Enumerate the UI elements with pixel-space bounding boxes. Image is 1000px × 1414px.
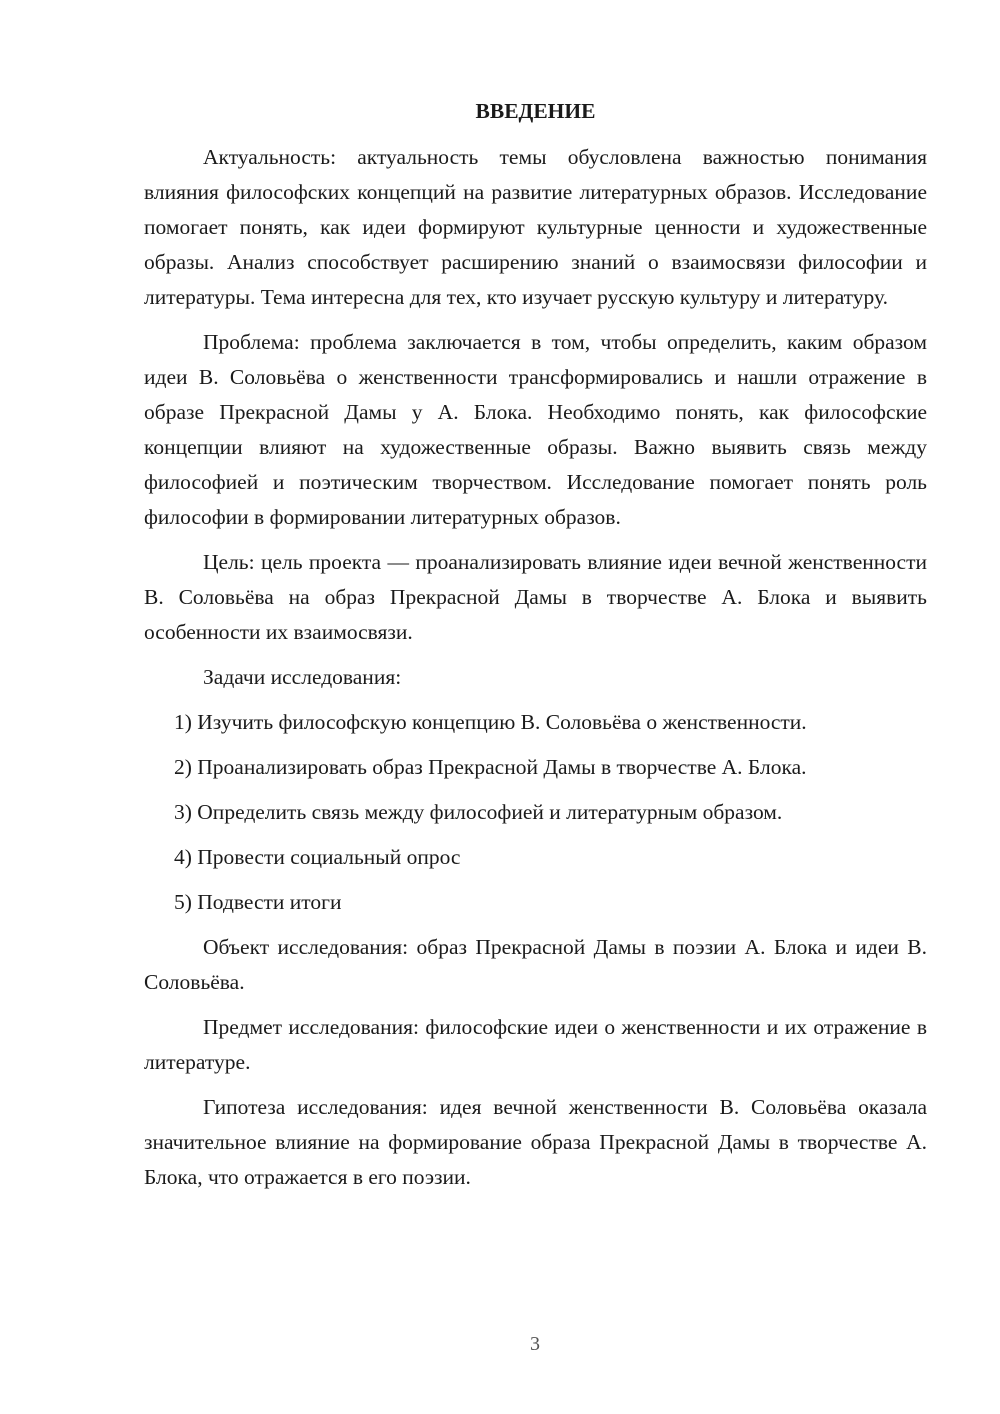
tasks-list	[144, 705, 927, 920]
task-item-4: 4) Провести социальный опрос	[174, 845, 461, 869]
tasks-heading: Задачи исследования:	[203, 665, 402, 689]
paragraph-goal: Цель: цель проекта — проанализировать влияние идеи вечной женственности В. Соловьёва на образ Прекрасной Дамы в творчестве А. Блока и выявить особенности их взаимосвязи.	[144, 550, 927, 644]
task-item-3: 3) Определить связь между философией и литературным образом.	[174, 800, 783, 824]
paragraph-hypothesis: Гипотеза исследования: идея вечной женственности В. Соловьёва оказала значительное влияние на формирование образа Прекрасной Дамы в творчестве А. Блока, что отражается в его поэзии.	[144, 1095, 927, 1189]
page-content	[144, 95, 927, 1205]
paragraph-subject: Предмет исследования: философские идеи о женственности и их отражение в литературе.	[144, 1015, 927, 1074]
task-item-1: 1) Изучить философскую концепцию В. Соловьёва о женственности.	[174, 710, 807, 734]
page-number: 3	[530, 1333, 540, 1355]
paragraph-problem: Проблема: проблема заключается в том, чтобы определить, каким образом идеи В. Соловьёва о женственности трансформировались и нашли отражение в образе Прекрасной Дамы у А. Блока. Необходимо понять, как философские концепции влияют на художественные образы. Важно выявить связь между философией и поэтическим творчеством. Исследование помогает понять роль философии в формировании литературных образов.	[144, 330, 927, 529]
task-item-2: 2) Проанализировать образ Прекрасной Дамы в творчестве А. Блока.	[174, 755, 807, 779]
section-title: ВВЕДЕНИЕ	[475, 99, 596, 123]
task-item-5: 5) Подвести итоги	[174, 890, 342, 914]
paragraph-relevance: Актуальность: актуальность темы обусловлена важностью понимания влияния философских концепций на развитие литературных образов. Исследование помогает понять, как идеи формируют культурные ценности и художественные образы. Анализ способствует расширению знаний о взаимосвязи философии и литературы. Тема интересна для тех, кто изучает русскую культуру и литературу.	[144, 145, 927, 309]
paragraph-object: Объект исследования: образ Прекрасной Дамы в поэзии А. Блока и идеи В. Соловьёва.	[144, 935, 927, 994]
